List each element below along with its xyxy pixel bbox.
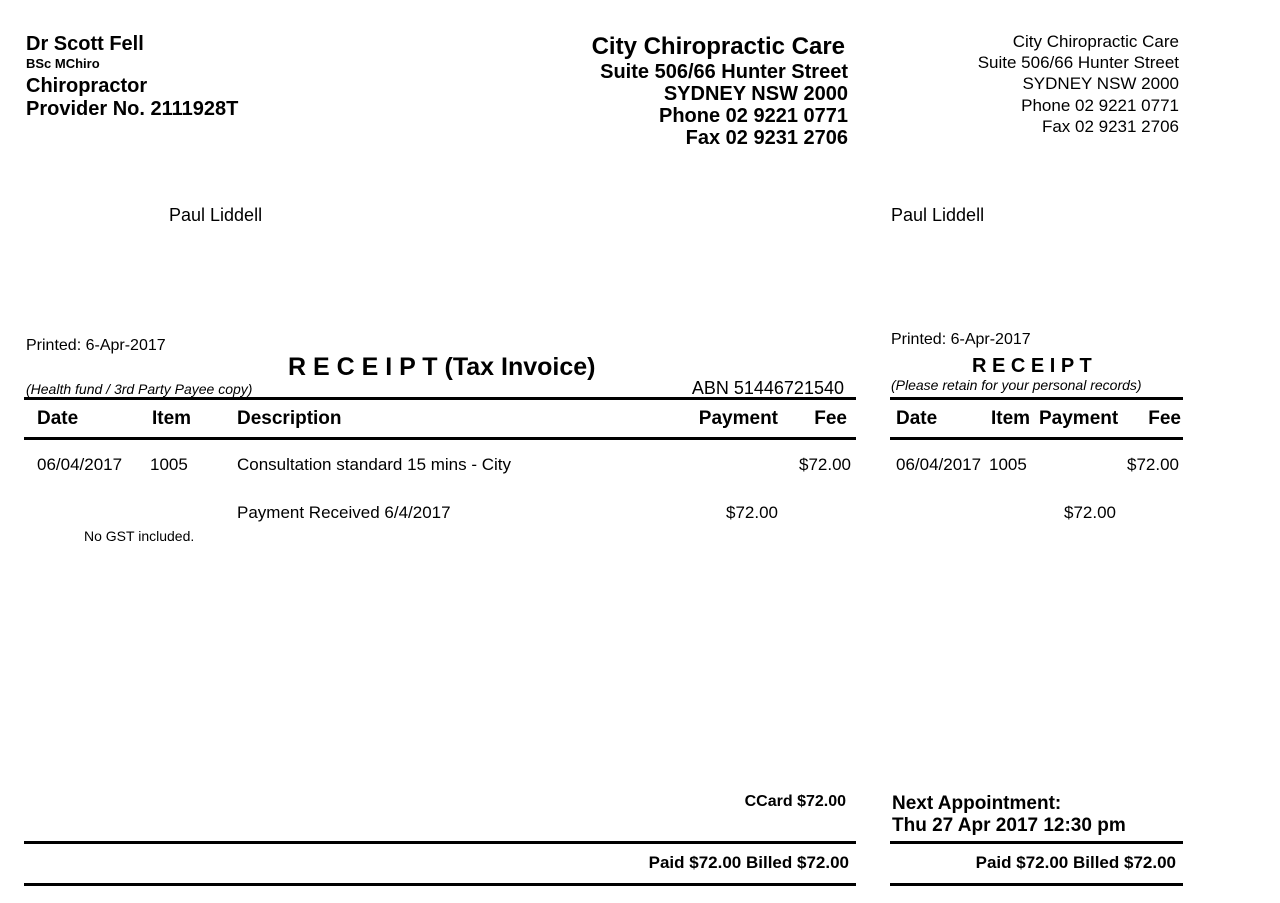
stub-clinic-address-line2: SYDNEY NSW 2000 — [1022, 74, 1179, 93]
col-header-payment: Payment — [698, 408, 778, 429]
stub-col-header-item: Item — [991, 408, 1031, 429]
row-description: Consultation standard 15 mins - City — [237, 455, 512, 474]
stub-totals-top-rule — [890, 841, 1183, 844]
stub-header-top-rule — [890, 397, 1183, 400]
stub-payment-amount: $72.00 — [1064, 503, 1116, 522]
stub-clinic-name: City Chiropractic Care — [1012, 32, 1179, 51]
stub-printed-date: Printed: 6-Apr-2017 — [891, 331, 1031, 348]
patient-name: Paul Liddell — [169, 205, 263, 225]
clinic-name-header: City Chiropractic Care — [591, 33, 845, 60]
col-header-item: Item — [152, 408, 192, 429]
provider-number: Provider No. 2111928T — [26, 98, 239, 120]
next-appointment-value: Thu 27 Apr 2017 12:30 pm — [892, 815, 1126, 836]
stub-col-header-date: Date — [896, 408, 938, 429]
header-top-rule — [24, 397, 856, 400]
totals-summary: Paid $72.00 Billed $72.00 — [648, 853, 849, 872]
next-appointment-label: Next Appointment: — [892, 793, 1062, 814]
stub-retain-note: (Please retain for your personal records) — [891, 377, 1142, 393]
stub-row-date: 06/04/2017 — [896, 455, 982, 474]
row-date: 06/04/2017 — [37, 455, 123, 474]
stub-totals-summary: Paid $72.00 Billed $72.00 — [975, 853, 1176, 872]
col-header-date: Date — [37, 408, 79, 429]
clinic-fax: Fax 02 9231 2706 — [685, 127, 848, 149]
gst-note: No GST included. — [84, 528, 195, 544]
row-item: 1005 — [150, 455, 188, 474]
totals-top-rule — [24, 841, 856, 844]
printed-date: Printed: 6-Apr-2017 — [26, 337, 166, 354]
stub-col-header-fee: Fee — [1148, 408, 1181, 429]
receipt-title: R E C E I P T (Tax Invoice) — [288, 353, 596, 381]
stub-clinic-fax: Fax 02 9231 2706 — [1041, 117, 1179, 136]
col-header-fee: Fee — [814, 408, 847, 429]
stub-clinic-address-line1: Suite 506/66 Hunter Street — [977, 53, 1179, 72]
practitioner-name: Dr Scott Fell — [26, 33, 144, 55]
practitioner-profession: Chiropractor — [26, 75, 148, 97]
copy-note: (Health fund / 3rd Party Payee copy) — [26, 381, 253, 397]
clinic-address-line1: Suite 506/66 Hunter Street — [600, 61, 848, 83]
stub-patient-name: Paul Liddell — [891, 205, 985, 225]
abn-number: ABN 51446721540 — [691, 378, 844, 398]
stub-header-bottom-rule — [890, 437, 1183, 440]
clinic-phone: Phone 02 9221 0771 — [658, 105, 848, 127]
payment-row-description: Payment Received 6/4/2017 — [237, 503, 451, 522]
stub-col-header-payment: Payment — [1039, 408, 1119, 429]
stub-receipt-title: R E C E I P T — [972, 355, 1092, 377]
col-header-description: Description — [237, 408, 342, 429]
stub-clinic-phone: Phone 02 9221 0771 — [1021, 96, 1179, 115]
header-bottom-rule — [24, 437, 856, 440]
practitioner-qualifications: BSc MChiro — [26, 56, 100, 71]
totals-bottom-rule — [24, 883, 856, 886]
payment-row-amount: $72.00 — [726, 503, 778, 522]
stub-totals-bottom-rule — [890, 883, 1183, 886]
row-fee: $72.00 — [799, 455, 851, 474]
clinic-address-line2: SYDNEY NSW 2000 — [663, 83, 848, 105]
stub-row-item: 1005 — [989, 455, 1027, 474]
ccard-amount: CCard $72.00 — [744, 793, 846, 810]
stub-row-fee: $72.00 — [1127, 455, 1179, 474]
